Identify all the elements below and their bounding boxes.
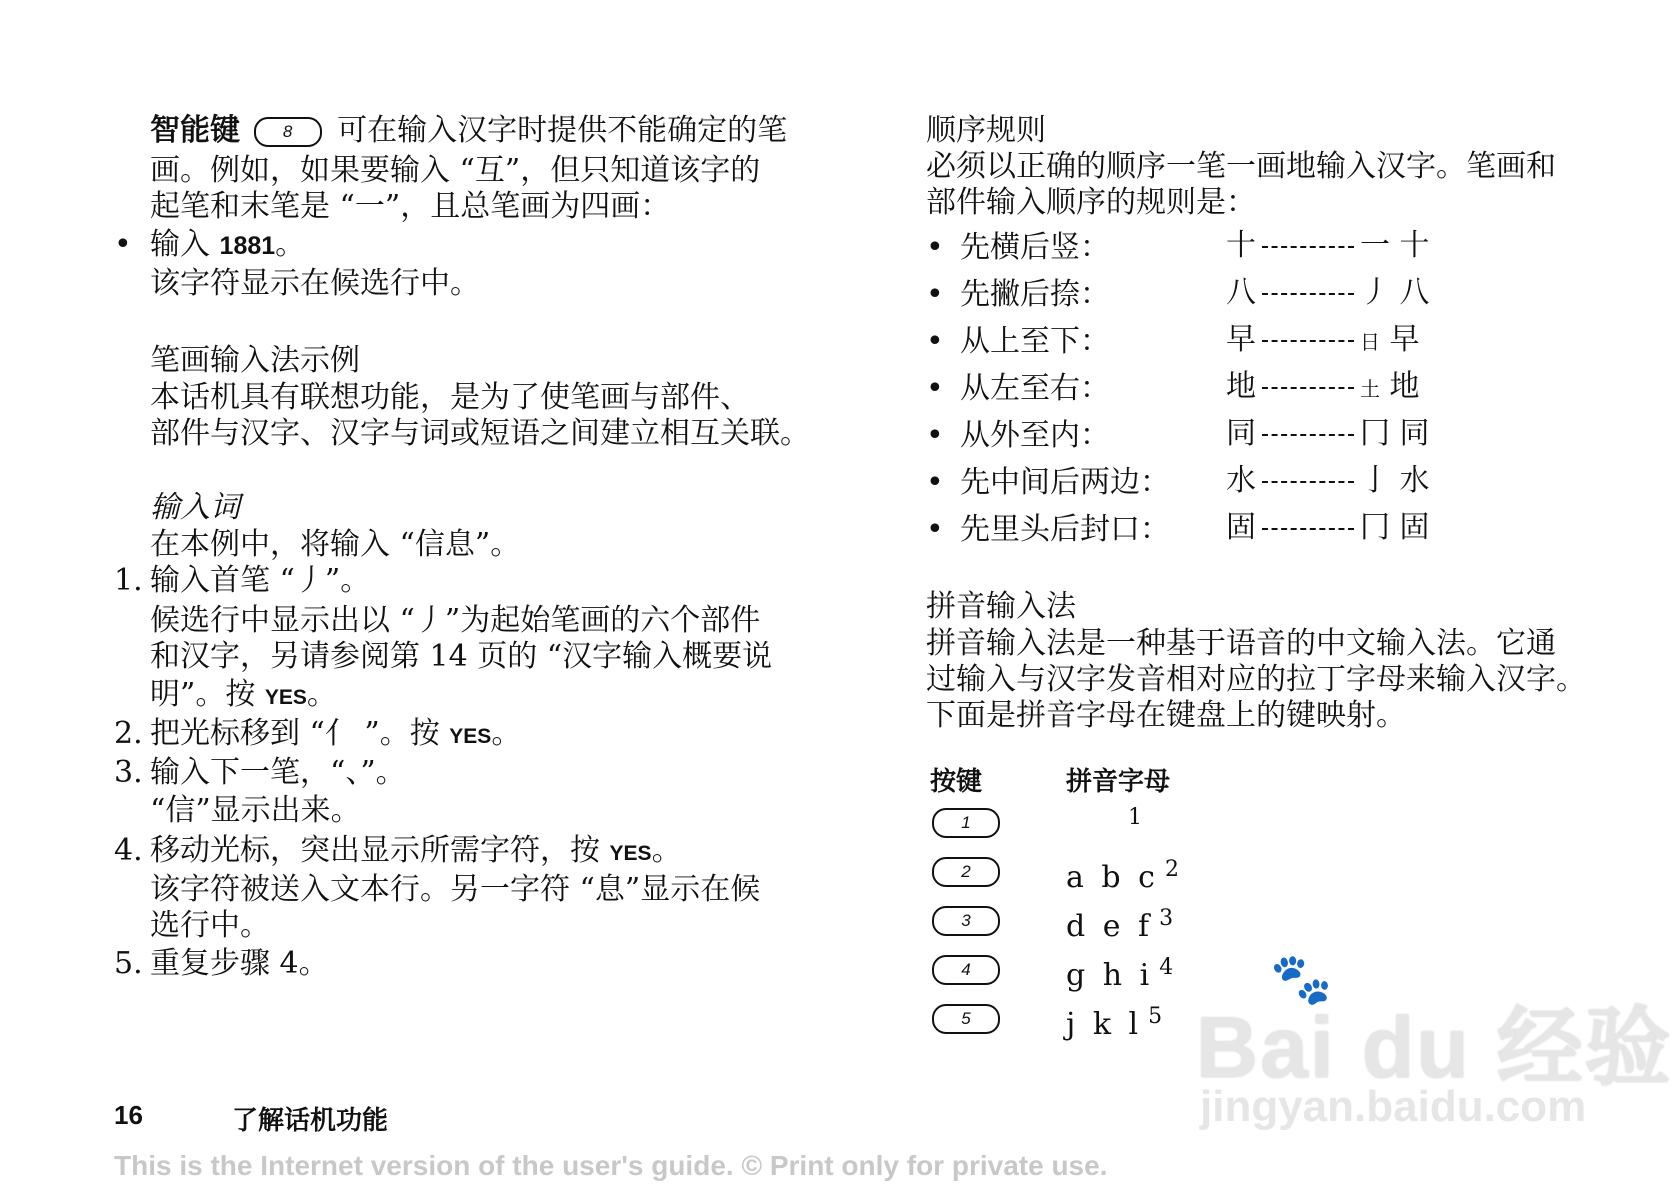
rule-label: 从上至下： [960, 324, 1110, 359]
rule-example [1226, 275, 1430, 311]
dash-line [1262, 434, 1354, 436]
key-number: 4 [1159, 955, 1178, 980]
table-header-letters: 拼音字母 [1066, 766, 1171, 796]
step-1-d-end: 。 [306, 677, 337, 712]
step-4-a [150, 833, 682, 872]
yes-key-label: YES [449, 725, 492, 748]
rule-label: 先中间后两边： [960, 465, 1170, 500]
key-number: 1 [1128, 805, 1146, 830]
dash-line [1262, 246, 1354, 248]
step-1-d [150, 677, 337, 716]
stroke-heading: 笔画输入法示例 [150, 343, 360, 378]
rule-char-end: 早 [1389, 322, 1420, 357]
rule-char-start: 固 [1226, 510, 1256, 545]
input-instruction [150, 227, 305, 264]
step-1-b: 候选行中显示出以 “丿”为起始笔画的六个部件 [150, 603, 761, 638]
rule-char-end: 八 [1399, 275, 1430, 310]
rule-char-component: 丿 [1360, 275, 1390, 310]
step-1-a: 输入首笔 “丿”。 [150, 563, 371, 598]
dash-line [1262, 528, 1354, 530]
step-3-a: 输入下一笔，“、”。 [150, 755, 406, 790]
rule-label: 从外至内： [960, 418, 1110, 453]
rule-char-start: 同 [1226, 416, 1256, 451]
word-heading: 输入词 [150, 490, 240, 525]
yes-key-label: YES [264, 686, 307, 709]
rule-char-end: 固 [1399, 510, 1430, 545]
rule-example [1226, 463, 1430, 499]
rule-char-start: 八 [1226, 275, 1256, 310]
step-number-2: 2. [114, 716, 143, 751]
pinyin-paragraph-1: 拼音输入法是一种基于语音的中文输入法。它通 [926, 626, 1556, 661]
key-row [932, 906, 1000, 936]
rule-example [1226, 228, 1430, 264]
rule-char-start: 十 [1226, 228, 1256, 263]
step-2-text: 把光标移到 “亻 ”。按 [150, 716, 440, 751]
bullet: • [926, 418, 944, 453]
smart-key-line-1 [150, 113, 787, 149]
rule-example [1226, 369, 1420, 407]
step-number-1: 1. [114, 563, 143, 598]
table-header-key: 按键 [930, 766, 983, 796]
key-2-icon: 2 [932, 857, 1000, 887]
step-1-d-text: 明”。按 [150, 677, 256, 712]
rule-char-component: 冂 [1360, 510, 1390, 545]
rule-char-component: 冂 [1360, 416, 1390, 451]
step-4-end: 。 [651, 833, 682, 868]
step-number-3: 3. [114, 755, 143, 790]
smart-key-text-3: 起笔和末笔是 “一”，且总笔画为四画： [150, 189, 671, 224]
key-row [932, 955, 1000, 985]
smart-key-text-1: 可在输入汉字时提供不能确定的笔 [337, 113, 788, 148]
key-1-icon: 1 [932, 808, 1000, 838]
letters: g h i [1066, 958, 1154, 993]
rule-char-end: 同 [1399, 416, 1430, 451]
key-4-icon: 4 [932, 955, 1000, 985]
pinyin-heading: 拼音输入法 [926, 589, 1076, 624]
copyright-notice: This is the Internet version of the user's guide. © Print only for private use. [114, 1150, 1108, 1181]
key-number: 3 [1159, 906, 1178, 931]
dash-line [1262, 481, 1354, 483]
key-3-icon: 3 [932, 906, 1000, 936]
step-3-b: “信”显示出来。 [150, 793, 361, 828]
page-number: 16 [114, 1100, 143, 1130]
key-row [932, 808, 1000, 838]
rule-char-start: 地 [1226, 369, 1256, 404]
smart-key-text-2: 画。例如，如果要输入 “互”，但只知道该字的 [150, 153, 761, 188]
step-4-c: 选行中。 [150, 908, 270, 943]
step-4-b: 该字符被送入文本行。另一字符 “息”显示在候 [150, 872, 761, 907]
bullet: • [926, 371, 944, 406]
dash-line [1262, 387, 1354, 389]
key-8-icon: 8 [254, 117, 322, 147]
key-letters [1066, 852, 1183, 896]
rule-char-component: 亅 [1360, 463, 1390, 498]
smart-key-label: 智能键 [150, 113, 240, 148]
baidu-watermark-logo: Bai du 经验 [1196, 1000, 1673, 1096]
bullet: • [926, 324, 944, 359]
order-heading: 顺序规则 [926, 113, 1046, 148]
section-title: 了解话机功能 [232, 1105, 389, 1135]
step-2-end: 。 [491, 716, 522, 751]
bullet: • [926, 230, 944, 265]
rule-example [1226, 510, 1430, 546]
paw-icon: 🐾 [1270, 951, 1333, 1007]
dash-line [1262, 340, 1354, 342]
letters: a b c [1066, 860, 1159, 895]
key-row [932, 1004, 1000, 1034]
key-number: 5 [1148, 1004, 1167, 1029]
key-letters [1066, 999, 1166, 1043]
bullet: • [926, 512, 944, 547]
order-paragraph-1: 必须以正确的顺序一笔一画地输入汉字。笔画和 [926, 149, 1556, 184]
word-intro: 在本例中，将输入 “信息”。 [150, 527, 521, 562]
bullet: • [114, 227, 132, 262]
step-number-5: 5. [114, 946, 143, 981]
rule-char-end: 地 [1389, 369, 1420, 404]
bullet: • [926, 465, 944, 500]
shown-text: 该字符显示在候选行中。 [150, 266, 480, 301]
rule-label: 先撇后捺： [960, 277, 1110, 312]
rule-char-component: 日 [1360, 330, 1380, 354]
input-code: 1881 [219, 232, 276, 260]
rule-label: 从左至右： [960, 371, 1110, 406]
rule-char-component: 土 [1360, 377, 1380, 401]
dash-line [1262, 293, 1354, 295]
rule-label: 先里头后封口： [960, 512, 1170, 547]
pinyin-paragraph-2: 过输入与汉字发音相对应的拉丁字母来输入汉字。 [926, 662, 1586, 697]
step-5: 重复步骤 4。 [150, 946, 329, 981]
key-letters [1066, 901, 1177, 945]
order-paragraph-2: 部件输入顺序的规则是： [926, 185, 1256, 220]
stroke-paragraph-2: 部件与汉字、汉字与词或短语之间建立相互关联。 [150, 416, 810, 451]
rule-label: 先横后竖： [960, 230, 1110, 265]
stroke-paragraph-1: 本话机具有联想功能，是为了使笔画与部件、 [150, 380, 750, 415]
key-number: 2 [1164, 857, 1183, 882]
key-5-icon: 5 [932, 1004, 1000, 1034]
rule-char-start: 水 [1226, 463, 1256, 498]
key-row [932, 857, 1000, 887]
input-suffix: 。 [275, 227, 306, 262]
step-1-c: 和汉字，另请参阅第 14 页的 “汉字输入概要说 [150, 639, 773, 674]
input-prefix: 输入 [150, 227, 210, 262]
rule-example [1226, 416, 1430, 452]
bullet: • [926, 277, 944, 312]
letters: d e f [1066, 909, 1154, 944]
pinyin-paragraph-3: 下面是拼音字母在键盘上的键映射。 [926, 698, 1406, 733]
yes-key-label: YES [609, 842, 652, 865]
rule-char-end: 十 [1399, 228, 1430, 263]
rule-example [1226, 322, 1420, 360]
key-letters [1066, 950, 1177, 994]
step-2 [150, 716, 521, 755]
rule-char-component: 一 [1360, 228, 1390, 263]
rule-char-end: 水 [1399, 463, 1430, 498]
step-number-4: 4. [114, 833, 143, 868]
rule-char-start: 早 [1226, 322, 1256, 357]
letters: j k l [1066, 1007, 1143, 1042]
baidu-watermark-url: jingyan.baidu.com [1200, 1082, 1587, 1131]
step-4-text: 移动光标，突出显示所需字符，按 [150, 833, 600, 868]
key-letters [1066, 800, 1146, 844]
